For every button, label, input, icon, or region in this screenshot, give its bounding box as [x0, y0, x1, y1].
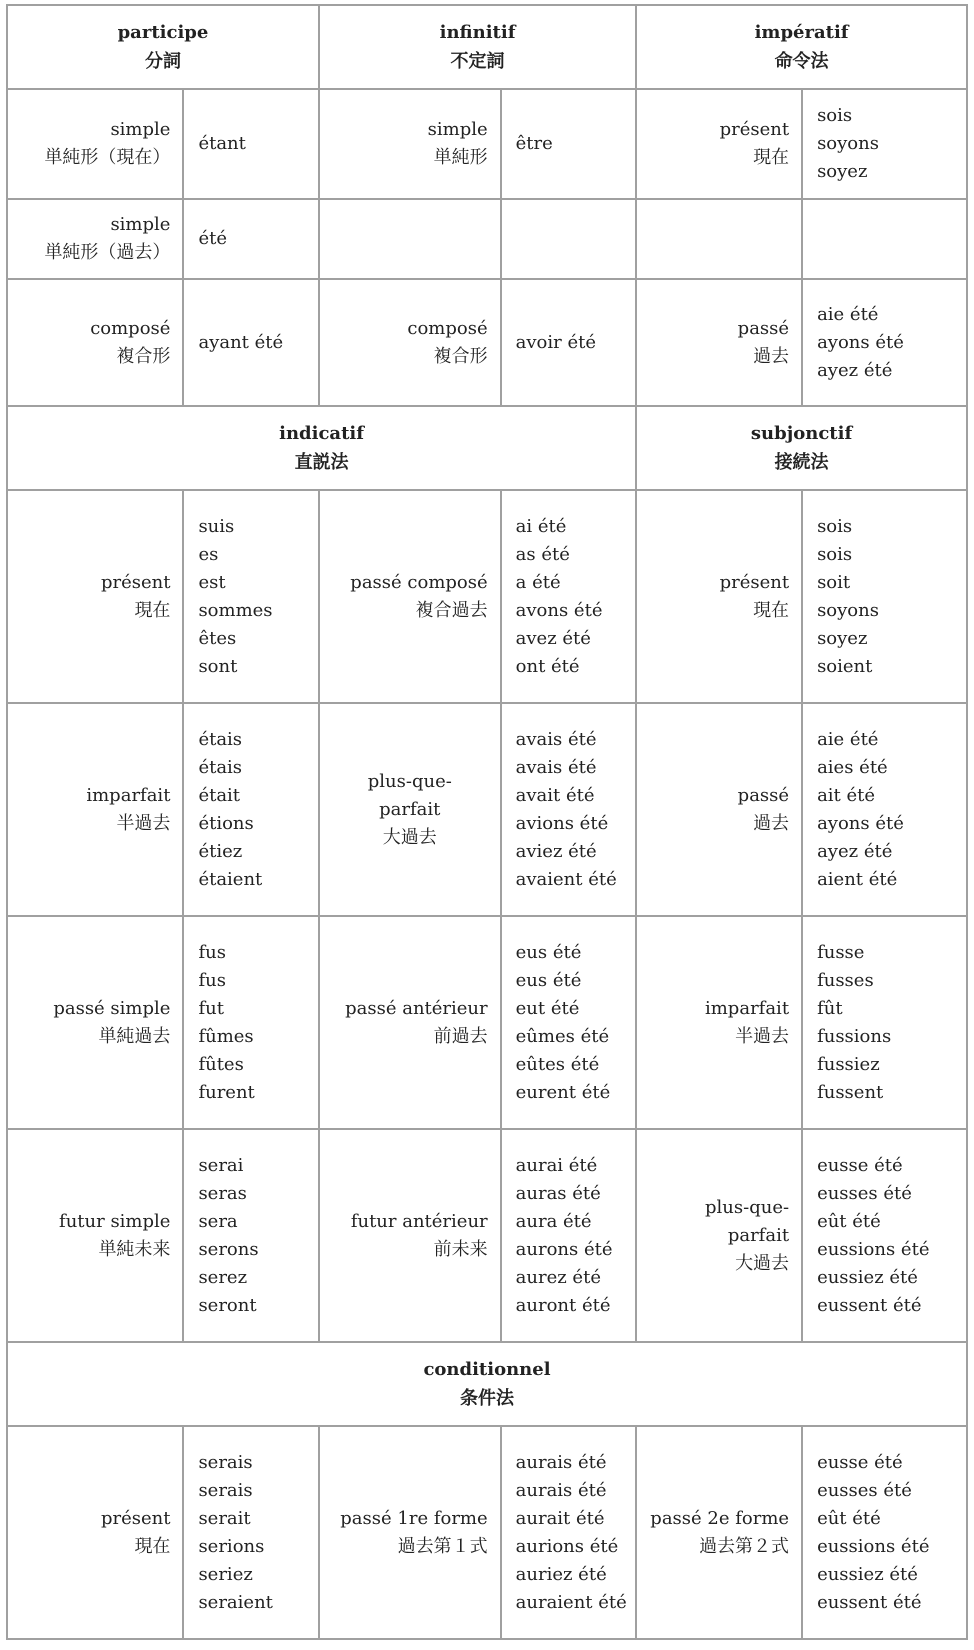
indicatif-futur-anterieur-label: futur antérieur 前未来: [319, 1129, 501, 1342]
subjonctif-present-label: présent 現在: [636, 490, 802, 703]
indicatif-passe-simple-forms: fus fus fut fûmes fûtes furent: [183, 916, 319, 1129]
conditionnel-passe-1-label: passé 1re forme 過去第１式: [319, 1426, 501, 1639]
indicatif-imparfait-forms: étais étais était étions étiez étaient: [183, 703, 319, 916]
participe-compose-label: composé 複合形: [7, 279, 183, 406]
infinitif-compose-label: composé 複合形: [319, 279, 501, 406]
infinitif-header: infinitif 不定詞: [319, 5, 636, 89]
conditionnel-present-label: présent 現在: [7, 1426, 183, 1639]
indicatif-futur-anterieur-forms: aurai été auras été aura été aurons été aurez été auront été: [501, 1129, 636, 1342]
header-row-conditionnel: [7, 1342, 967, 1426]
subjonctif-header: subjonctif 接続法: [636, 406, 967, 490]
indicatif-futur-simple-forms: serai seras sera serons serez seront: [183, 1129, 319, 1342]
conditionnel-passe-2-label: passé 2e forme 過去第２式: [636, 1426, 802, 1639]
empty-cell: [319, 199, 501, 279]
indicatif-plus-que-parfait-forms: avais été avais été avait été avions été aviez été avaient été: [501, 703, 636, 916]
table-row: [7, 89, 967, 199]
imperatif-passe-forms: aie été ayons été ayez été: [802, 279, 967, 406]
imperatif-present-label: présent 現在: [636, 89, 802, 199]
participe-compose-forms: ayant été: [183, 279, 319, 406]
table-row: [7, 916, 967, 1129]
subjonctif-imparfait-forms: fusse fusses fût fussions fussiez fussent: [802, 916, 967, 1129]
imperatif-present-forms: sois soyons soyez: [802, 89, 967, 199]
indicatif-passe-anterieur-forms: eus été eus été eut été eûmes été eûtes été eurent été: [501, 916, 636, 1129]
imperatif-passe-label: passé 過去: [636, 279, 802, 406]
indicatif-futur-simple-label: futur simple 単純未来: [7, 1129, 183, 1342]
table-row: [7, 199, 967, 279]
conditionnel-passe-2-forms: eusse été eusses été eût été eussions été eussiez été eussent été: [802, 1426, 967, 1639]
infinitif-simple-label: simple 単純形: [319, 89, 501, 199]
infinitif-simple-forms: être: [501, 89, 636, 199]
subjonctif-present-forms: sois sois soit soyons soyez soient: [802, 490, 967, 703]
indicatif-plus-que-parfait-label: plus-que- parfait 大過去: [319, 703, 501, 916]
imperatif-header: impératif 命令法: [636, 5, 967, 89]
table-row: [7, 1129, 967, 1342]
participe-simple-present-label: simple 単純形（現在）: [7, 89, 183, 199]
empty-cell: [802, 199, 967, 279]
subjonctif-passe-label: passé 過去: [636, 703, 802, 916]
subjonctif-passe-forms: aie été aies été ait été ayons été ayez été aient été: [802, 703, 967, 916]
indicatif-passe-compose-label: passé composé 複合過去: [319, 490, 501, 703]
empty-cell: [636, 199, 802, 279]
infinitif-compose-forms: avoir été: [501, 279, 636, 406]
table-row: [7, 279, 967, 406]
indicatif-present-label: présent 現在: [7, 490, 183, 703]
conditionnel-header: conditionnel 条件法: [7, 1342, 967, 1426]
conditionnel-passe-1-forms: aurais été aurais été aurait été aurions été auriez été auraient été: [501, 1426, 636, 1639]
conjugation-table: [6, 4, 968, 1640]
indicatif-passe-compose-forms: ai été as été a été avons été avez été ont été: [501, 490, 636, 703]
header-row-nonfinite: [7, 5, 967, 89]
participe-simple-present-forms: étant: [183, 89, 319, 199]
indicatif-imparfait-label: imparfait 半過去: [7, 703, 183, 916]
subjonctif-plus-que-parfait-forms: eusse été eusses été eût été eussions été eussiez été eussent été: [802, 1129, 967, 1342]
table-row: [7, 703, 967, 916]
indicatif-header: indicatif 直説法: [7, 406, 636, 490]
empty-cell: [501, 199, 636, 279]
subjonctif-imparfait-label: imparfait 半過去: [636, 916, 802, 1129]
indicatif-passe-anterieur-label: passé antérieur 前過去: [319, 916, 501, 1129]
indicatif-present-forms: suis es est sommes êtes sont: [183, 490, 319, 703]
indicatif-passe-simple-label: passé simple 単純過去: [7, 916, 183, 1129]
participe-header: participe 分詞: [7, 5, 319, 89]
table-row: [7, 490, 967, 703]
table-row: [7, 1426, 967, 1639]
participe-simple-past-label: simple 単純形（過去）: [7, 199, 183, 279]
header-row-finite: [7, 406, 967, 490]
conditionnel-present-forms: serais serais serait serions seriez seraient: [183, 1426, 319, 1639]
subjonctif-plus-que-parfait-label: plus-que- parfait 大過去: [636, 1129, 802, 1342]
participe-simple-past-forms: été: [183, 199, 319, 279]
